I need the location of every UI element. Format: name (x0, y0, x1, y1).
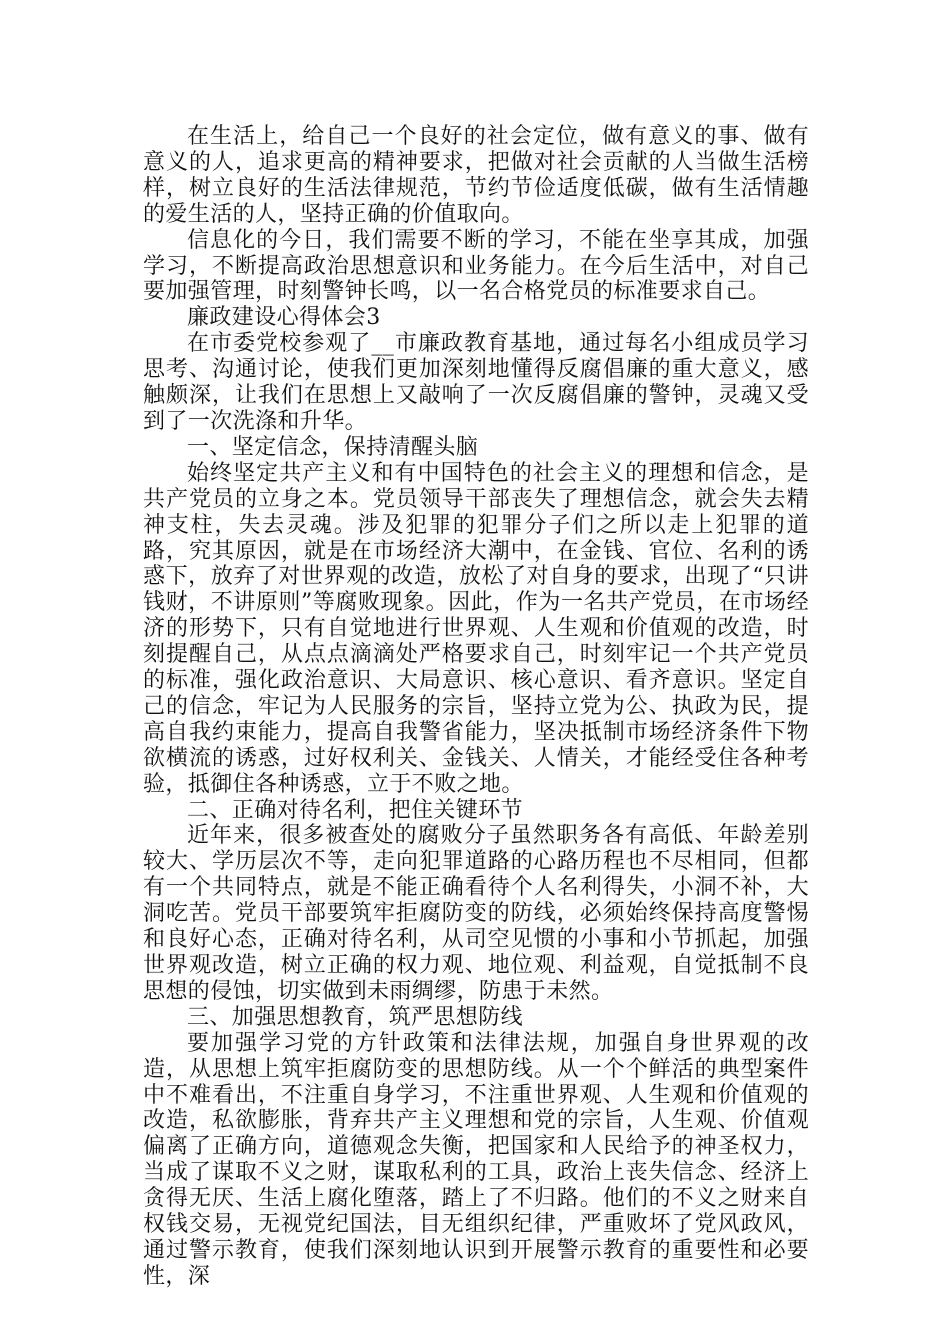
paragraph-visit-base: 在市委党校参观了__市廉政教育基地，通过每名小组成员学习思考、沟通讨论，使我们更加深刻地懂得反腐倡廉的重大意义，感触颇深，让我们在思想上又敲响了一次反腐倡廉的警钟，灵魂又受到了一次洗涤和升华。 (143, 331, 809, 434)
paragraph-fame-gain: 近年来，很多被查处的腐败分子虽然职务各有高低、年龄差别较大、学历层次不等，走向犯罪道路的心路历程也不尽相同，但都有一个共同特点，就是不能正确看待个人名利得失，小洞不补，大洞吃苦。党员干部要筑牢拒腐防变的防线，必须始终保持高度警惕和良好心态，正确对待名利，从司空见惯的小事和小节抓起，加强世界观改造，树立正确的权力观、地位观、利益观，自觉抵制不良思想的侵蚀，切实做到未雨绸缪，防患于未然。 (143, 823, 809, 1004)
heading-ideological-education: 三、加强思想教育，筑严思想防线 (187, 1004, 524, 1030)
paragraph-continuous-learning: 信息化的今日，我们需要不断的学习，不能在坐享其成，加强学习，不断提高政治思想意识和业务能力。在今后生活中，对自己要加强管理，时刻警钟长鸣，以一名合格党员的标准要求自己。 (143, 227, 809, 305)
paragraph-ideological-education: 要加强学习党的方针政策和法律法规，加强自身世界观的改造，从思想上筑牢拒腐防变的思想防线。从一个个鲜活的典型案件中不难看出，不注重自身学习，不注重世界观、人生观和价值观的改造，私欲膨胀，背弃共产主义理想和党的宗旨，人生观、价值观偏离了正确方向，道德观念失衡，把国家和人民给予的神圣权力，当成了谋取不义之财，谋取私利的工具，政治上丧失信念、经济上贪得无厌、生活上腐化堕落，踏上了不归路。他们的不义之财来自权钱交易，无视党纪国法，目无组织纪律，严重败坏了党风政风，通过警示教育，使我们深刻地认识到开展警示教育的重要性和必要性，深 (143, 1030, 809, 1289)
paragraph-firm-belief: 始终坚定共产主义和有中国特色的社会主义的理想和信念，是共产党员的立身之本。党员领导干部丧失了理想信念，就会失去精神支柱，失去灵魂。涉及犯罪的犯罪分子们之所以走上犯罪的道路，究其原因，就是在市场经济大潮中，在金钱、官位、名利的诱惑下，放弃了对世界观的改造，放松了对自身的要求，出现了“只讲钱财，不讲原则”等腐败现象。因此，作为一名共产党员，在市场经济的形势下，只有自觉地进行世界观、人生观和价值观的改造，时刻提醒自己，从点点滴滴处严格要求自己，时刻牢记一个共产党员的标准，强化政治意识、大局意识、核心意识、看齐意识。坚定自己的信念，牢记为人民服务的宗旨，坚持立党为公、执政为民，提高自我约束能力，提高自我警省能力，坚决抵制市场经济条件下物欲横流的诱惑，过好权利关、金钱关、人情关，才能经受住各种考验，抵御住各种诱惑，立于不败之地。 (143, 460, 809, 797)
heading-firm-belief: 一、坚定信念，保持清醒头脑 (187, 434, 479, 460)
section-title-3: 廉政建设心得体会3 (187, 305, 381, 331)
heading-fame-gain: 二、正确对待名利，把住关键环节 (187, 797, 524, 823)
document-body (143, 124, 809, 1290)
paragraph-life-attitude: 在生活上，给自己一个良好的社会定位，做有意义的事、做有意义的人，追求更高的精神要求，把做对社会贡献的人当做生活榜样，树立良好的生活法律规范，节约节俭适度低碳，做有生活情趣的爱生活的人，坚持正确的价值取向。 (143, 124, 809, 227)
